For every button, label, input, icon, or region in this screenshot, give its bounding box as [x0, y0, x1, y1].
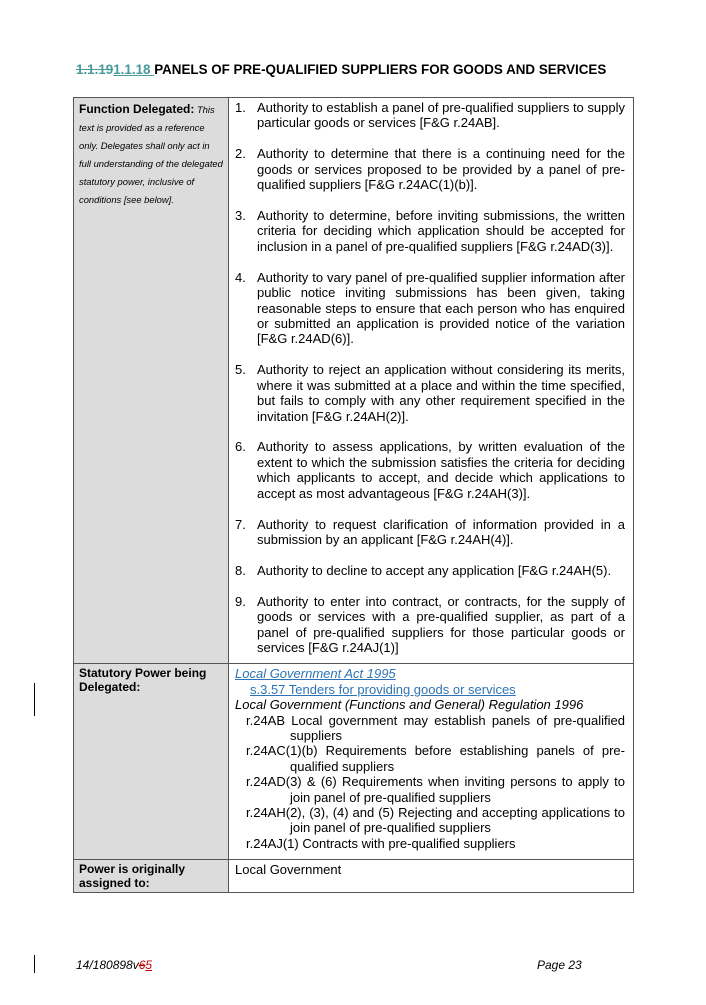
authority-item: [235, 208, 625, 254]
authority-item: [235, 270, 625, 347]
origin-label: Power is originally assigned to:: [79, 862, 186, 891]
page-number: Page 23: [537, 958, 582, 972]
statutory-power-label-cell: [74, 664, 229, 860]
authority-item-number: 1.: [235, 100, 246, 115]
doc-version-inserted: 5: [145, 958, 153, 972]
authority-item: [235, 439, 625, 501]
section-link[interactable]: s.3.57 Tenders for providing goods or services: [250, 681, 516, 697]
function-delegated-label-cell: [74, 98, 229, 664]
authority-item: [235, 517, 625, 548]
authority-item-text: Authority to assess applications, by written evaluation of the extent to which the submission satisfies the criteria for deciding which applicants to accept, and decide which applications to accept as most advantageous [F&G r.24AH(3)].: [257, 439, 625, 501]
regulation-item: r.24AJ(1) Contracts with pre-qualified suppliers: [246, 835, 516, 851]
authority-item-number: 3.: [235, 208, 246, 224]
regulation-title: Local Government (Functions and General) Regulation 1996: [235, 697, 584, 713]
authority-item: [235, 594, 625, 656]
section-number-inserted: 1.1.18: [113, 62, 155, 77]
regulation-list: [235, 713, 625, 852]
statutory-power-label: Statutory Power being Delegated:: [79, 666, 207, 695]
change-bar: [34, 683, 35, 716]
section-number-deleted: 1.1.19: [76, 62, 114, 77]
authority-list: [235, 100, 625, 655]
regulation-item: r.24AB Local government may establish panels of pre-qualified suppliers: [246, 712, 625, 743]
doc-version-deleted: 6: [138, 958, 146, 972]
function-delegated-row: [74, 98, 634, 664]
authority-item-number: 6.: [235, 439, 246, 455]
section-title: PANELS OF PRE-QUALIFIED SUPPLIERS FOR GOODS AND SERVICES: [154, 62, 607, 77]
authority-item-text: Authority to decline to accept any application [F&G r.24AH(5).: [257, 562, 612, 578]
authority-item: [235, 100, 625, 131]
authority-item-text: Authority to enter into contract, or contracts, for the supply of goods or services with a pre-qualified supplier, as part of a panel of pre-qualified suppliers for those particular goods or services [F&G r.24AJ(1)]: [257, 593, 625, 655]
statutory-power-content: [229, 664, 634, 860]
origin-row: [74, 860, 634, 893]
authority-item: [235, 146, 625, 192]
origin-label-cell: [74, 860, 229, 893]
authority-item: [235, 362, 625, 424]
authority-item-text: Authority to establish a panel of pre-qualified suppliers to supply particular goods or services [F&G r.24AB].: [257, 100, 625, 131]
authority-item: [235, 563, 625, 578]
section-heading: [76, 62, 676, 77]
function-delegated-label: Function Delegated:: [79, 102, 195, 116]
authority-item-number: 5.: [235, 362, 246, 378]
authority-item-text: Authority to determine, before inviting submissions, the written criteria for deciding which application should be accepted for inclusion in a panel of pre-qualified suppliers [F&G r.24AD(3)].: [257, 208, 625, 254]
authority-item-number: 9.: [235, 593, 246, 609]
doc-ref-prefix: 14/180898v: [76, 958, 139, 972]
authority-item-text: Authority to request clarification of information provided in a submission by an applicant [F&G r.24AH(4)].: [257, 516, 625, 547]
delegation-table: [73, 97, 634, 893]
act-link[interactable]: Local Government Act 1995: [235, 666, 396, 682]
regulation-item: r.24AD(3) & (6) Requirements when inviting persons to apply to join panel of pre-qualified suppliers: [246, 774, 625, 805]
authority-item-number: 2.: [235, 146, 246, 162]
authority-item-number: 4.: [235, 269, 246, 285]
statutory-power-row: [74, 664, 634, 860]
reference-note: This text is provided as a reference only. Delegates shall only act in full understanding of the delegated statutory power, inclusive of conditions [see below].: [79, 104, 223, 205]
change-bar-footer: [34, 955, 35, 973]
regulation-item: r.24AC(1)(b) Requirements before establishing panels of pre-qualified suppliers: [246, 743, 625, 774]
origin-value: Local Government: [229, 860, 634, 893]
document-reference: [76, 958, 152, 972]
authority-item-number: 8.: [235, 562, 246, 578]
authority-item-text: Authority to determine that there is a continuing need for the goods or services proposed to be provided by a panel of pre-qualified suppliers [F&G r.24AC(1)(b)].: [257, 146, 625, 193]
function-delegated-content: [229, 98, 634, 664]
authority-item-number: 7.: [235, 516, 246, 532]
authority-item-text: Authority to vary panel of pre-qualified supplier information after public notice inviting submissions has been given, taking reasonable steps to ensure that each person who has enquired or submitted an application is provided notice of the variation [F&G r.24AD(6)].: [257, 269, 625, 347]
regulation-item: r.24AH(2), (3), (4) and (5) Rejecting and accepting applications to join panel of pre-qualified suppliers: [246, 805, 625, 836]
authority-item-text: Authority to reject an application without considering its merits, where it was submitted at a place and within the time specified, but fails to comply with any other requirement specified in the invitation [F&G r.24AH(2)].: [257, 362, 625, 424]
